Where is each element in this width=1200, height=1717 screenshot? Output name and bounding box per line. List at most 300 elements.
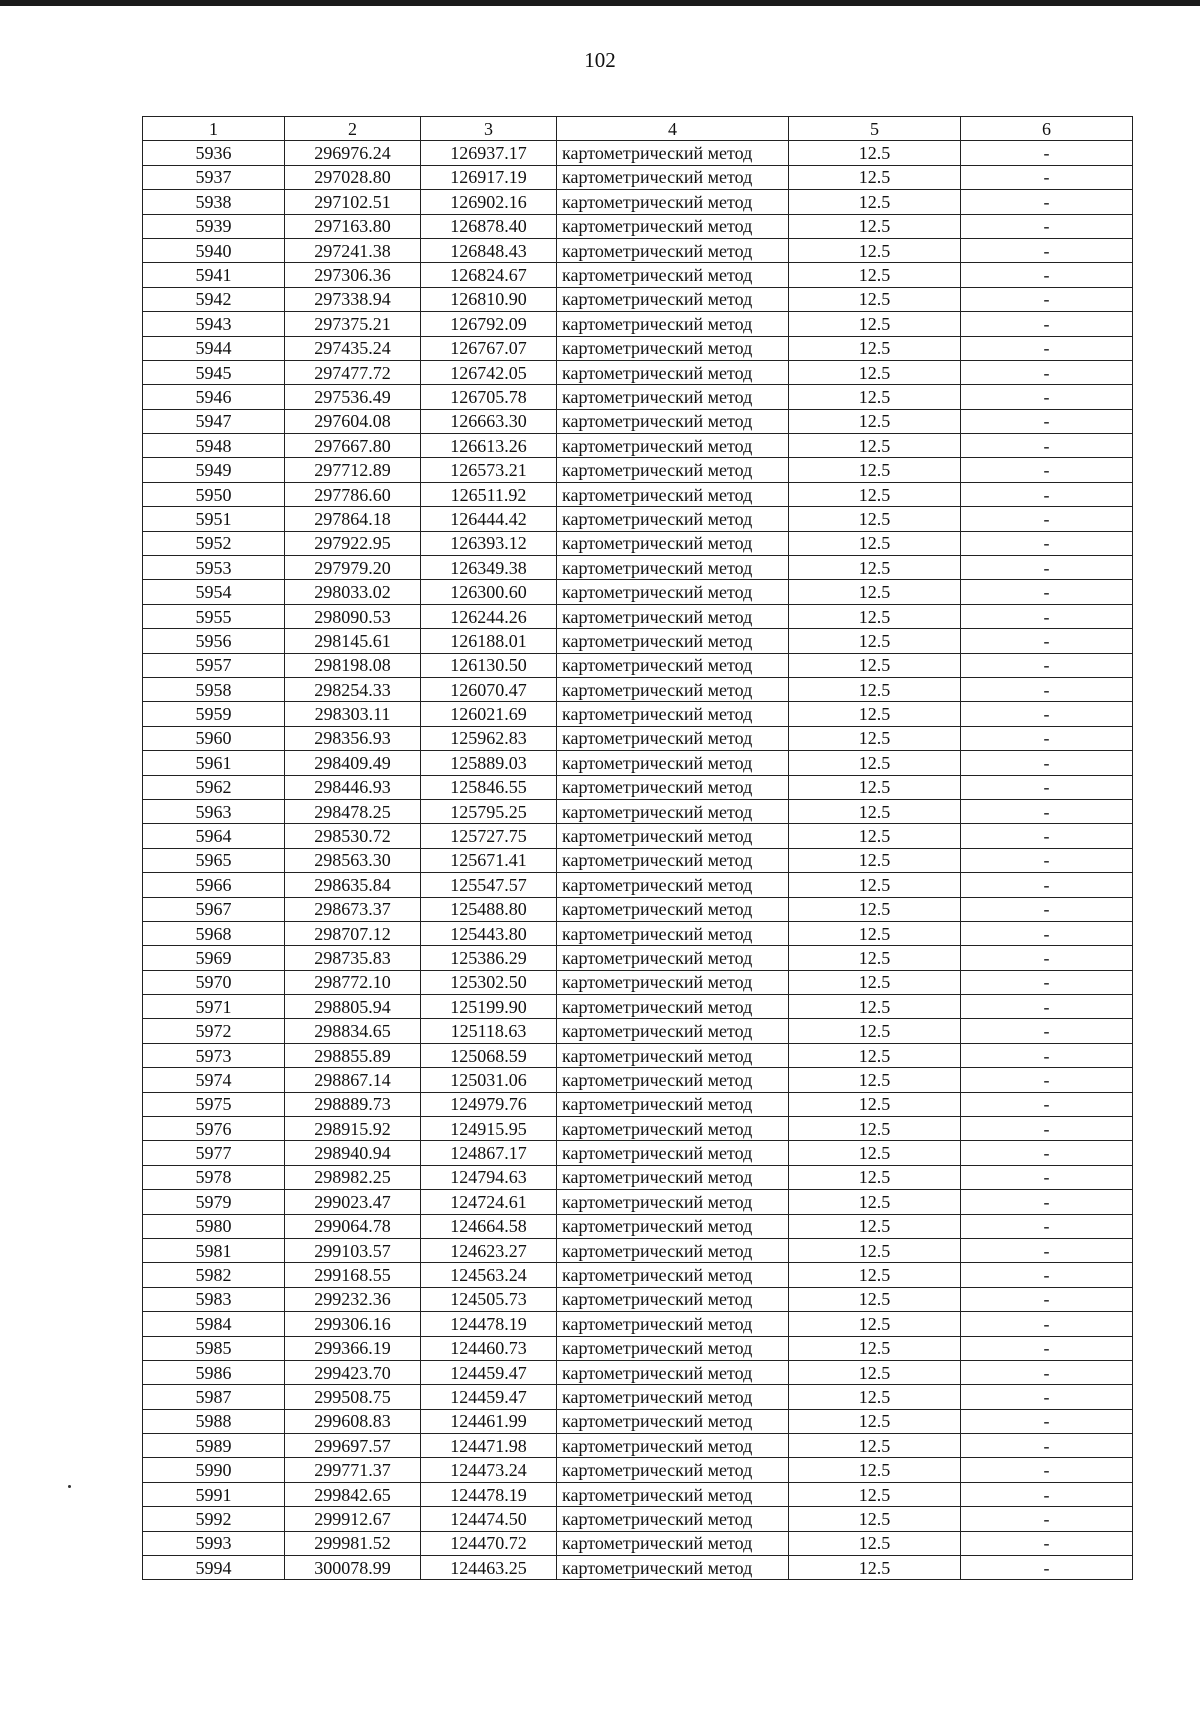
accuracy-cell: 12.5 xyxy=(789,1482,961,1506)
accuracy-cell: 12.5 xyxy=(789,531,961,555)
accuracy-cell: 12.5 xyxy=(789,238,961,262)
y-coordinate-cell: 126937.17 xyxy=(421,141,557,165)
accuracy-cell: 12.5 xyxy=(789,1360,961,1384)
x-coordinate-cell: 296976.24 xyxy=(285,141,421,165)
point-number-cell: 5944 xyxy=(143,336,285,360)
method-cell: картометрический метод xyxy=(557,336,789,360)
accuracy-cell: 12.5 xyxy=(789,726,961,750)
method-cell: картометрический метод xyxy=(557,897,789,921)
table-row xyxy=(143,1336,1133,1360)
column-header-1: 1 xyxy=(143,117,285,141)
table-row xyxy=(143,873,1133,897)
method-cell: картометрический метод xyxy=(557,1336,789,1360)
method-cell: картометрический метод xyxy=(557,824,789,848)
method-cell: картометрический метод xyxy=(557,507,789,531)
point-number-cell: 5969 xyxy=(143,946,285,970)
method-cell: картометрический метод xyxy=(557,141,789,165)
y-coordinate-cell: 126824.67 xyxy=(421,263,557,287)
table-row xyxy=(143,507,1133,531)
method-cell: картометрический метод xyxy=(557,799,789,823)
y-coordinate-cell: 124460.73 xyxy=(421,1336,557,1360)
accuracy-cell: 12.5 xyxy=(789,629,961,653)
accuracy-cell: 12.5 xyxy=(789,507,961,531)
x-coordinate-cell: 297477.72 xyxy=(285,360,421,384)
method-cell: картометрический метод xyxy=(557,970,789,994)
method-cell: картометрический метод xyxy=(557,677,789,701)
y-coordinate-cell: 125302.50 xyxy=(421,970,557,994)
note-cell: - xyxy=(961,1190,1133,1214)
note-cell: - xyxy=(961,677,1133,701)
point-number-cell: 5994 xyxy=(143,1556,285,1580)
point-number-cell: 5991 xyxy=(143,1482,285,1506)
y-coordinate-cell: 125386.29 xyxy=(421,946,557,970)
note-cell: - xyxy=(961,1556,1133,1580)
note-cell: - xyxy=(961,287,1133,311)
table-row xyxy=(143,1165,1133,1189)
accuracy-cell: 12.5 xyxy=(789,336,961,360)
y-coordinate-cell: 125889.03 xyxy=(421,751,557,775)
x-coordinate-cell: 298356.93 xyxy=(285,726,421,750)
method-cell: картометрический метод xyxy=(557,458,789,482)
accuracy-cell: 12.5 xyxy=(789,824,961,848)
accuracy-cell: 12.5 xyxy=(789,1165,961,1189)
x-coordinate-cell: 299842.65 xyxy=(285,1482,421,1506)
table-row xyxy=(143,1263,1133,1287)
column-header-2: 2 xyxy=(285,117,421,141)
accuracy-cell: 12.5 xyxy=(789,1238,961,1262)
x-coordinate-cell: 298478.25 xyxy=(285,799,421,823)
x-coordinate-cell: 298198.08 xyxy=(285,653,421,677)
x-coordinate-cell: 297712.89 xyxy=(285,458,421,482)
y-coordinate-cell: 125671.41 xyxy=(421,848,557,872)
point-number-cell: 5948 xyxy=(143,434,285,458)
point-number-cell: 5986 xyxy=(143,1360,285,1384)
table-row xyxy=(143,1312,1133,1336)
y-coordinate-cell: 126902.16 xyxy=(421,190,557,214)
x-coordinate-cell: 299423.70 xyxy=(285,1360,421,1384)
point-number-cell: 5950 xyxy=(143,482,285,506)
note-cell: - xyxy=(961,702,1133,726)
x-coordinate-cell: 297604.08 xyxy=(285,409,421,433)
accuracy-cell: 12.5 xyxy=(789,1312,961,1336)
table-row xyxy=(143,312,1133,336)
x-coordinate-cell: 298673.37 xyxy=(285,897,421,921)
table-row xyxy=(143,531,1133,555)
point-number-cell: 5953 xyxy=(143,556,285,580)
point-number-cell: 5971 xyxy=(143,995,285,1019)
y-coordinate-cell: 126705.78 xyxy=(421,385,557,409)
x-coordinate-cell: 299912.67 xyxy=(285,1507,421,1531)
y-coordinate-cell: 124867.17 xyxy=(421,1141,557,1165)
y-coordinate-cell: 126917.19 xyxy=(421,165,557,189)
point-number-cell: 5973 xyxy=(143,1043,285,1067)
x-coordinate-cell: 298915.92 xyxy=(285,1117,421,1141)
accuracy-cell: 12.5 xyxy=(789,287,961,311)
accuracy-cell: 12.5 xyxy=(789,873,961,897)
point-number-cell: 5957 xyxy=(143,653,285,677)
method-cell: картометрический метод xyxy=(557,1019,789,1043)
point-number-cell: 5966 xyxy=(143,873,285,897)
y-coordinate-cell: 125727.75 xyxy=(421,824,557,848)
accuracy-cell: 12.5 xyxy=(789,848,961,872)
column-header-6: 6 xyxy=(961,117,1133,141)
method-cell: картометрический метод xyxy=(557,263,789,287)
x-coordinate-cell: 297979.20 xyxy=(285,556,421,580)
table-row xyxy=(143,1214,1133,1238)
point-number-cell: 5937 xyxy=(143,165,285,189)
point-number-cell: 5990 xyxy=(143,1458,285,1482)
y-coordinate-cell: 126444.42 xyxy=(421,507,557,531)
table-row xyxy=(143,141,1133,165)
table-row xyxy=(143,1482,1133,1506)
method-cell: картометрический метод xyxy=(557,287,789,311)
y-coordinate-cell: 124478.19 xyxy=(421,1312,557,1336)
x-coordinate-cell: 299064.78 xyxy=(285,1214,421,1238)
x-coordinate-cell: 297435.24 xyxy=(285,336,421,360)
method-cell: картометрический метод xyxy=(557,1043,789,1067)
table-row xyxy=(143,677,1133,701)
coordinates-table xyxy=(142,116,1133,1580)
point-number-cell: 5979 xyxy=(143,1190,285,1214)
table-row xyxy=(143,458,1133,482)
table-row xyxy=(143,1385,1133,1409)
note-cell: - xyxy=(961,1507,1133,1531)
note-cell: - xyxy=(961,1165,1133,1189)
note-cell: - xyxy=(961,458,1133,482)
y-coordinate-cell: 124478.19 xyxy=(421,1482,557,1506)
method-cell: картометрический метод xyxy=(557,1214,789,1238)
accuracy-cell: 12.5 xyxy=(789,897,961,921)
y-coordinate-cell: 126188.01 xyxy=(421,629,557,653)
x-coordinate-cell: 297163.80 xyxy=(285,214,421,238)
method-cell: картометрический метод xyxy=(557,921,789,945)
note-cell: - xyxy=(961,1263,1133,1287)
accuracy-cell: 12.5 xyxy=(789,1507,961,1531)
x-coordinate-cell: 299366.19 xyxy=(285,1336,421,1360)
table-row xyxy=(143,190,1133,214)
x-coordinate-cell: 298635.84 xyxy=(285,873,421,897)
accuracy-cell: 12.5 xyxy=(789,775,961,799)
x-coordinate-cell: 298254.33 xyxy=(285,677,421,701)
note-cell: - xyxy=(961,799,1133,823)
method-cell: картометрический метод xyxy=(557,165,789,189)
note-cell: - xyxy=(961,263,1133,287)
table-row xyxy=(143,1141,1133,1165)
table-body xyxy=(143,141,1133,1580)
accuracy-cell: 12.5 xyxy=(789,1043,961,1067)
y-coordinate-cell: 124463.25 xyxy=(421,1556,557,1580)
table-row xyxy=(143,1360,1133,1384)
point-number-cell: 5976 xyxy=(143,1117,285,1141)
x-coordinate-cell: 299232.36 xyxy=(285,1287,421,1311)
table-row xyxy=(143,799,1133,823)
point-number-cell: 5939 xyxy=(143,214,285,238)
x-coordinate-cell: 298855.89 xyxy=(285,1043,421,1067)
note-cell: - xyxy=(961,1482,1133,1506)
method-cell: картометрический метод xyxy=(557,360,789,384)
y-coordinate-cell: 124471.98 xyxy=(421,1434,557,1458)
table-row xyxy=(143,214,1133,238)
point-number-cell: 5985 xyxy=(143,1336,285,1360)
note-cell: - xyxy=(961,1312,1133,1336)
point-number-cell: 5954 xyxy=(143,580,285,604)
point-number-cell: 5974 xyxy=(143,1068,285,1092)
point-number-cell: 5952 xyxy=(143,531,285,555)
table-row xyxy=(143,1238,1133,1262)
y-coordinate-cell: 126613.26 xyxy=(421,434,557,458)
note-cell: - xyxy=(961,238,1133,262)
note-cell: - xyxy=(961,1117,1133,1141)
x-coordinate-cell: 297375.21 xyxy=(285,312,421,336)
y-coordinate-cell: 126021.69 xyxy=(421,702,557,726)
method-cell: картометрический метод xyxy=(557,214,789,238)
method-cell: картометрический метод xyxy=(557,1385,789,1409)
accuracy-cell: 12.5 xyxy=(789,580,961,604)
y-coordinate-cell: 125068.59 xyxy=(421,1043,557,1067)
table-row xyxy=(143,1092,1133,1116)
y-coordinate-cell: 126792.09 xyxy=(421,312,557,336)
point-number-cell: 5940 xyxy=(143,238,285,262)
point-number-cell: 5975 xyxy=(143,1092,285,1116)
accuracy-cell: 12.5 xyxy=(789,1190,961,1214)
x-coordinate-cell: 299168.55 xyxy=(285,1263,421,1287)
note-cell: - xyxy=(961,1238,1133,1262)
method-cell: картометрический метод xyxy=(557,726,789,750)
table-row xyxy=(143,1409,1133,1433)
note-cell: - xyxy=(961,1092,1133,1116)
x-coordinate-cell: 298563.30 xyxy=(285,848,421,872)
x-coordinate-cell: 298867.14 xyxy=(285,1068,421,1092)
y-coordinate-cell: 125795.25 xyxy=(421,799,557,823)
accuracy-cell: 12.5 xyxy=(789,409,961,433)
y-coordinate-cell: 125846.55 xyxy=(421,775,557,799)
method-cell: картометрический метод xyxy=(557,1409,789,1433)
x-coordinate-cell: 297536.49 xyxy=(285,385,421,409)
point-number-cell: 5970 xyxy=(143,970,285,994)
accuracy-cell: 12.5 xyxy=(789,312,961,336)
y-coordinate-cell: 126663.30 xyxy=(421,409,557,433)
accuracy-cell: 12.5 xyxy=(789,1556,961,1580)
note-cell: - xyxy=(961,873,1133,897)
x-coordinate-cell: 298772.10 xyxy=(285,970,421,994)
y-coordinate-cell: 126573.21 xyxy=(421,458,557,482)
y-coordinate-cell: 124794.63 xyxy=(421,1165,557,1189)
x-coordinate-cell: 298940.94 xyxy=(285,1141,421,1165)
y-coordinate-cell: 125118.63 xyxy=(421,1019,557,1043)
accuracy-cell: 12.5 xyxy=(789,141,961,165)
x-coordinate-cell: 297241.38 xyxy=(285,238,421,262)
x-coordinate-cell: 299023.47 xyxy=(285,1190,421,1214)
point-number-cell: 5983 xyxy=(143,1287,285,1311)
accuracy-cell: 12.5 xyxy=(789,1019,961,1043)
point-number-cell: 5972 xyxy=(143,1019,285,1043)
x-coordinate-cell: 299608.83 xyxy=(285,1409,421,1433)
table-row xyxy=(143,482,1133,506)
note-cell: - xyxy=(961,824,1133,848)
accuracy-cell: 12.5 xyxy=(789,1117,961,1141)
method-cell: картометрический метод xyxy=(557,190,789,214)
point-number-cell: 5977 xyxy=(143,1141,285,1165)
point-number-cell: 5980 xyxy=(143,1214,285,1238)
method-cell: картометрический метод xyxy=(557,1482,789,1506)
accuracy-cell: 12.5 xyxy=(789,970,961,994)
method-cell: картометрический метод xyxy=(557,1507,789,1531)
table-row xyxy=(143,702,1133,726)
method-cell: картометрический метод xyxy=(557,580,789,604)
accuracy-cell: 12.5 xyxy=(789,799,961,823)
method-cell: картометрический метод xyxy=(557,653,789,677)
y-coordinate-cell: 126848.43 xyxy=(421,238,557,262)
note-cell: - xyxy=(961,970,1133,994)
note-cell: - xyxy=(961,141,1133,165)
x-coordinate-cell: 298033.02 xyxy=(285,580,421,604)
y-coordinate-cell: 126070.47 xyxy=(421,677,557,701)
point-number-cell: 5992 xyxy=(143,1507,285,1531)
method-cell: картометрический метод xyxy=(557,1092,789,1116)
x-coordinate-cell: 298530.72 xyxy=(285,824,421,848)
table-row xyxy=(143,360,1133,384)
table-row xyxy=(143,1043,1133,1067)
y-coordinate-cell: 125547.57 xyxy=(421,873,557,897)
x-coordinate-cell: 299306.16 xyxy=(285,1312,421,1336)
method-cell: картометрический метод xyxy=(557,629,789,653)
x-coordinate-cell: 297864.18 xyxy=(285,507,421,531)
method-cell: картометрический метод xyxy=(557,604,789,628)
method-cell: картометрический метод xyxy=(557,409,789,433)
x-coordinate-cell: 298303.11 xyxy=(285,702,421,726)
note-cell: - xyxy=(961,1409,1133,1433)
scan-top-edge xyxy=(0,0,1200,6)
point-number-cell: 5946 xyxy=(143,385,285,409)
point-number-cell: 5962 xyxy=(143,775,285,799)
point-number-cell: 5984 xyxy=(143,1312,285,1336)
method-cell: картометрический метод xyxy=(557,1458,789,1482)
table-row xyxy=(143,604,1133,628)
point-number-cell: 5951 xyxy=(143,507,285,531)
note-cell: - xyxy=(961,1068,1133,1092)
accuracy-cell: 12.5 xyxy=(789,995,961,1019)
point-number-cell: 5949 xyxy=(143,458,285,482)
note-cell: - xyxy=(961,751,1133,775)
note-cell: - xyxy=(961,1043,1133,1067)
table-row xyxy=(143,726,1133,750)
note-cell: - xyxy=(961,1458,1133,1482)
y-coordinate-cell: 124915.95 xyxy=(421,1117,557,1141)
method-cell: картометрический метод xyxy=(557,1287,789,1311)
point-number-cell: 5942 xyxy=(143,287,285,311)
method-cell: картометрический метод xyxy=(557,434,789,458)
point-number-cell: 5938 xyxy=(143,190,285,214)
x-coordinate-cell: 299103.57 xyxy=(285,1238,421,1262)
point-number-cell: 5941 xyxy=(143,263,285,287)
y-coordinate-cell: 124459.47 xyxy=(421,1360,557,1384)
table-row xyxy=(143,580,1133,604)
y-coordinate-cell: 124459.47 xyxy=(421,1385,557,1409)
method-cell: картометрический метод xyxy=(557,556,789,580)
y-coordinate-cell: 124505.73 xyxy=(421,1287,557,1311)
y-coordinate-cell: 124563.24 xyxy=(421,1263,557,1287)
note-cell: - xyxy=(961,629,1133,653)
accuracy-cell: 12.5 xyxy=(789,946,961,970)
point-number-cell: 5981 xyxy=(143,1238,285,1262)
method-cell: картометрический метод xyxy=(557,1068,789,1092)
accuracy-cell: 12.5 xyxy=(789,1458,961,1482)
note-cell: - xyxy=(961,1360,1133,1384)
x-coordinate-cell: 298735.83 xyxy=(285,946,421,970)
x-coordinate-cell: 299981.52 xyxy=(285,1531,421,1555)
table-row xyxy=(143,409,1133,433)
table-row xyxy=(143,1434,1133,1458)
note-cell: - xyxy=(961,995,1133,1019)
accuracy-cell: 12.5 xyxy=(789,190,961,214)
note-cell: - xyxy=(961,1434,1133,1458)
note-cell: - xyxy=(961,1336,1133,1360)
x-coordinate-cell: 298707.12 xyxy=(285,921,421,945)
method-cell: картометрический метод xyxy=(557,1263,789,1287)
table-row xyxy=(143,434,1133,458)
accuracy-cell: 12.5 xyxy=(789,1287,961,1311)
x-coordinate-cell: 299697.57 xyxy=(285,1434,421,1458)
method-cell: картометрический метод xyxy=(557,1165,789,1189)
note-cell: - xyxy=(961,1141,1133,1165)
accuracy-cell: 12.5 xyxy=(789,556,961,580)
y-coordinate-cell: 124470.72 xyxy=(421,1531,557,1555)
x-coordinate-cell: 297922.95 xyxy=(285,531,421,555)
accuracy-cell: 12.5 xyxy=(789,458,961,482)
table-row xyxy=(143,1068,1133,1092)
accuracy-cell: 12.5 xyxy=(789,434,961,458)
method-cell: картометрический метод xyxy=(557,1190,789,1214)
accuracy-cell: 12.5 xyxy=(789,263,961,287)
note-cell: - xyxy=(961,312,1133,336)
table-row xyxy=(143,263,1133,287)
note-cell: - xyxy=(961,385,1133,409)
note-cell: - xyxy=(961,1531,1133,1555)
point-number-cell: 5956 xyxy=(143,629,285,653)
point-number-cell: 5965 xyxy=(143,848,285,872)
table-row xyxy=(143,1458,1133,1482)
point-number-cell: 5978 xyxy=(143,1165,285,1189)
x-coordinate-cell: 298446.93 xyxy=(285,775,421,799)
page-number: 102 xyxy=(584,48,616,72)
y-coordinate-cell: 126349.38 xyxy=(421,556,557,580)
note-cell: - xyxy=(961,482,1133,506)
point-number-cell: 5947 xyxy=(143,409,285,433)
accuracy-cell: 12.5 xyxy=(789,1263,961,1287)
table-row xyxy=(143,1507,1133,1531)
point-number-cell: 5967 xyxy=(143,897,285,921)
note-cell: - xyxy=(961,921,1133,945)
table-row xyxy=(143,946,1133,970)
x-coordinate-cell: 298409.49 xyxy=(285,751,421,775)
method-cell: картометрический метод xyxy=(557,1434,789,1458)
point-number-cell: 5945 xyxy=(143,360,285,384)
x-coordinate-cell: 297028.80 xyxy=(285,165,421,189)
x-coordinate-cell: 298145.61 xyxy=(285,629,421,653)
point-number-cell: 5988 xyxy=(143,1409,285,1433)
note-cell: - xyxy=(961,1019,1133,1043)
table-row xyxy=(143,848,1133,872)
note-cell: - xyxy=(961,775,1133,799)
accuracy-cell: 12.5 xyxy=(789,604,961,628)
method-cell: картометрический метод xyxy=(557,1556,789,1580)
y-coordinate-cell: 126130.50 xyxy=(421,653,557,677)
column-header-4: 4 xyxy=(557,117,789,141)
y-coordinate-cell: 124473.24 xyxy=(421,1458,557,1482)
table-row xyxy=(143,775,1133,799)
y-coordinate-cell: 126511.92 xyxy=(421,482,557,506)
x-coordinate-cell: 298982.25 xyxy=(285,1165,421,1189)
